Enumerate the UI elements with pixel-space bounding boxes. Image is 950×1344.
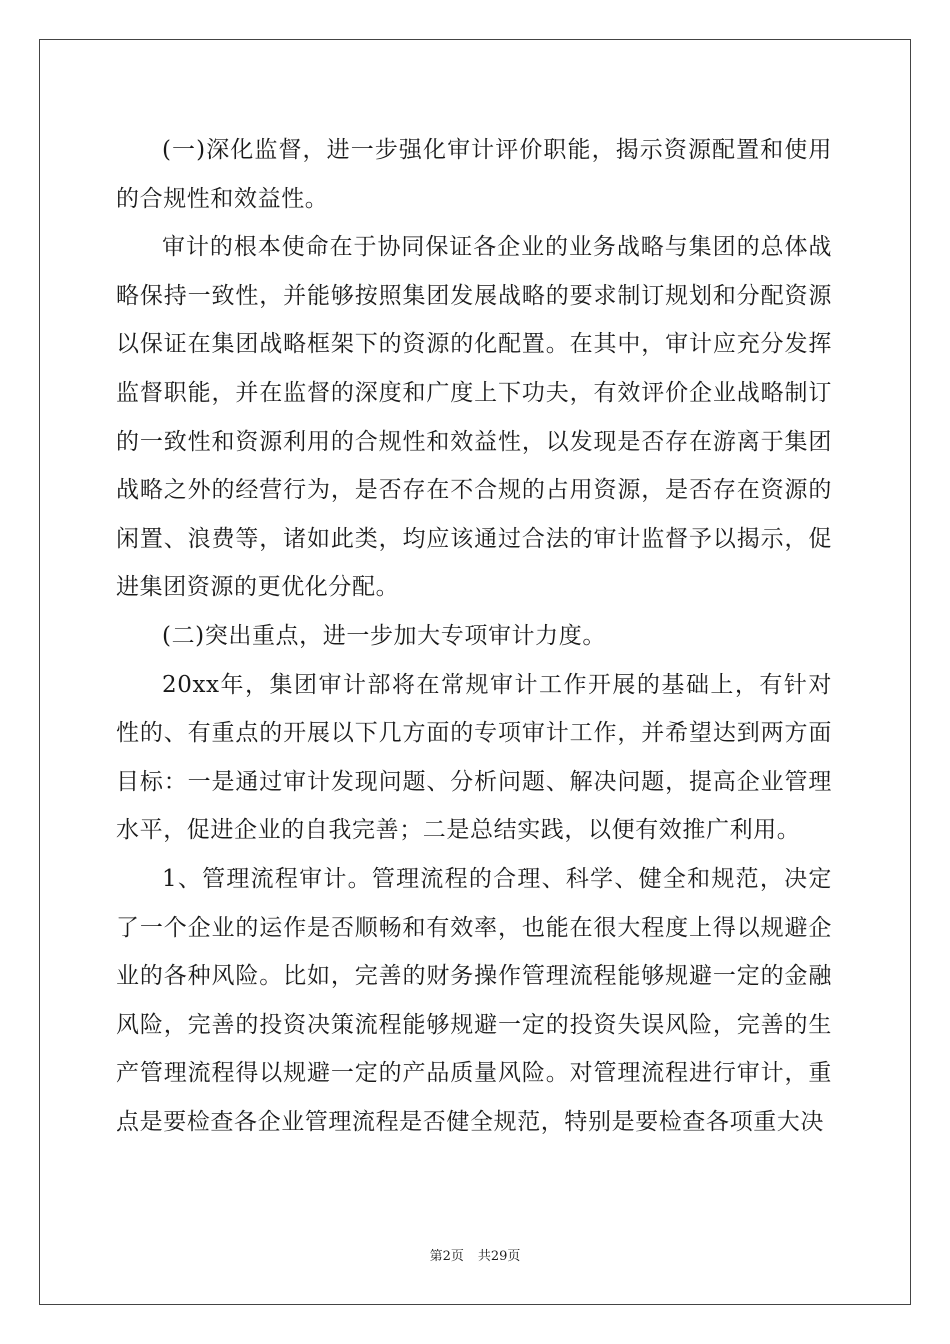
paragraph-5: 1、管理流程审计。管理流程的合理、科学、健全和规范，决定了一个企业的运作是否顺畅和有效率，也能在很大程度上得以规避企业的各种风险。比如，完善的财务操作管理流程能够规避一定的金融风险，完善的投资决策流程能够规避一定的投资失误风险，完善的生产管理流程得以规避一定的产品质量风险。对管理流程进行审计，重点是要检查各企业管理流程是否健全规范，特别是要检查各项重大决 [116,865,832,1135]
paragraph-2: 审计的根本使命在于协同保证各企业的业务战略与集团的总体战略保持一致性，并能够按照集团发展战略的要求制订规划和分配资源以保证在集团战略框架下的资源的化配置。在其中，审计应充分发挥监督职能，并在监督的深度和广度上下功夫，有效评价企业战略制订的一致性和资源利用的合规性和效益性，以发现是否存在游离于集团战略之外的经营行为，是否存在不合规的占用资源，是否存在资源的闲置、浪费等，诸如此类，均应该通过合法的审计监督予以揭示，促进集团资源的更优化分配。 [116,234,832,601]
page-number-total: 共29页 [477,1249,521,1264]
paragraph-1: (一)深化监督，进一步强化审计评价职能，揭示资源配置和使用的合规性和效益性。 [116,137,832,212]
page-number-current: 第2页 [429,1249,464,1264]
paragraph-4: 20xx年，集团审计部将在常规审计工作开展的基础上，有针对性的、有重点的开展以下几方面的专项审计工作，并希望达到两方面目标：一是通过审计发现问题、分析问题、解决问题，提高企业管理水平，促进企业的自我完善；二是总结实践，以便有效推广利用。 [116,671,832,844]
paragraph-3: (二)突出重点，进一步加大专项审计力度。 [162,622,606,649]
page-footer [0,1245,950,1264]
document-body [116,126,832,1146]
